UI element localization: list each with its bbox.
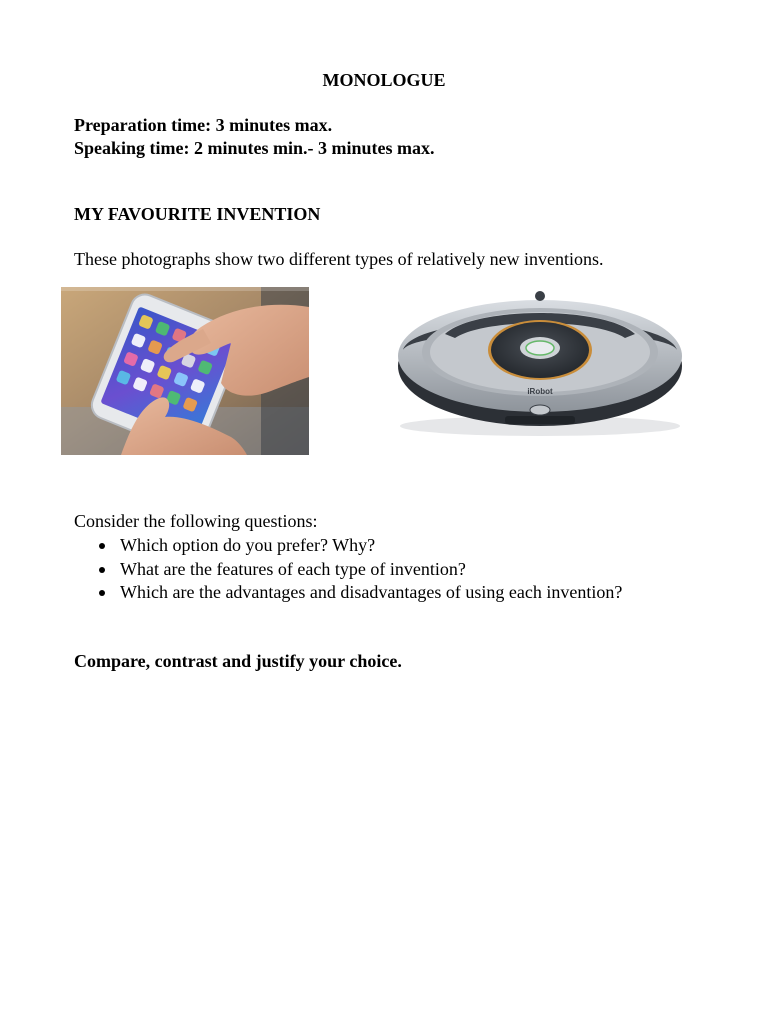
intro-text: These photographs show two different types of relatively new inventions. [74, 249, 604, 269]
bullet-icon [99, 567, 105, 573]
questions-intro: Consider the following questions: [74, 511, 318, 531]
bullet-icon [99, 543, 105, 549]
page-title: MONOLOGUE [322, 70, 446, 90]
robot-vacuum-photo [375, 276, 705, 448]
smartphone-photo [61, 287, 309, 455]
list-item: Which are the advantages and disadvantages of using each invention? [74, 581, 696, 605]
bullet-icon [99, 590, 105, 596]
list-item: What are the features of each type of invention? [74, 558, 696, 582]
list-item: Which option do you prefer? Why? [74, 534, 696, 558]
speaking-time: Speaking time: 2 minutes min.- 3 minutes max. [74, 138, 435, 158]
preparation-time: Preparation time: 3 minutes max. [74, 115, 333, 135]
section-heading: MY FAVOURITE INVENTION [74, 204, 321, 224]
irobot-logo: iRobot [527, 387, 553, 396]
questions-list [74, 534, 696, 605]
conclusion-text: Compare, contrast and justify your choice. [74, 651, 402, 671]
